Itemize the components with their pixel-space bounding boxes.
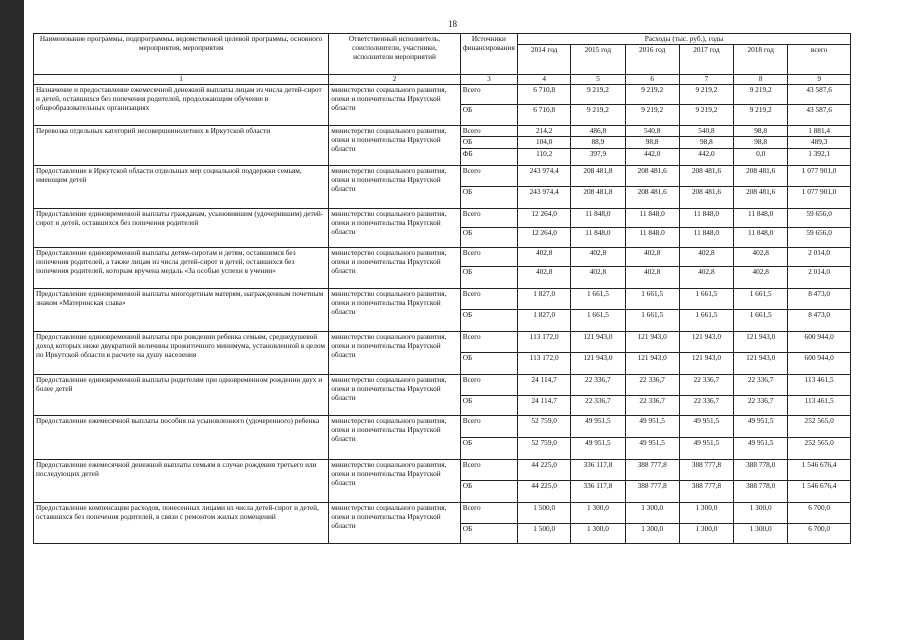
- row-value: 1 661,5: [734, 289, 788, 310]
- row-value: 600 944,0: [788, 332, 851, 353]
- row-value: 9 219,2: [734, 85, 788, 105]
- row-value: 24 114,7: [518, 375, 571, 396]
- row-executor: министерство социального развития, опеки и попечительства Иркутской области: [329, 503, 460, 544]
- row-value: 600 944,0: [788, 353, 851, 375]
- row-value: 43 587,6: [788, 85, 851, 105]
- table-row: [34, 416, 851, 438]
- row-value: 9 219,2: [679, 105, 733, 126]
- row-value: 1 661,5: [734, 310, 788, 332]
- row-value: 208 481,6: [734, 166, 788, 187]
- row-value: 1 881,4: [788, 126, 851, 137]
- header-year: 2017 год: [679, 45, 733, 75]
- row-source: Всего: [460, 503, 517, 524]
- row-value: 402,8: [518, 267, 571, 289]
- row-value: 1 077 901,0: [788, 187, 851, 209]
- header-year: 2018 год: [734, 45, 788, 75]
- row-value: 9 219,2: [625, 105, 679, 126]
- table-row: [34, 209, 851, 228]
- row-value: 1 661,5: [625, 310, 679, 332]
- row-value: 1 661,5: [679, 289, 733, 310]
- row-executor: министерство социального развития, опеки и попечительства Иркутской области: [329, 85, 460, 126]
- header-year: 2015 год: [571, 45, 625, 75]
- row-value: 44 225,0: [518, 481, 571, 503]
- row-value: 11 848,0: [679, 209, 733, 228]
- row-source: Всего: [460, 460, 517, 481]
- row-value: 402,8: [734, 248, 788, 267]
- row-value: 0,0: [734, 149, 788, 166]
- row-value: 121 943,0: [679, 353, 733, 375]
- row-value: 49 951,5: [679, 438, 733, 460]
- header-total: всего: [788, 45, 851, 75]
- row-value: 1 546 676,4: [788, 460, 851, 481]
- scan-edge-bar: [0, 0, 24, 640]
- row-value: 402,8: [679, 267, 733, 289]
- row-source: Всего: [460, 209, 517, 228]
- row-value: 22 336,7: [734, 375, 788, 396]
- table-body: [34, 85, 851, 544]
- row-source: ОБ: [460, 137, 517, 149]
- row-name: Предоставление единовременной выплаты родителям при одновременном рождении двух и более детей: [34, 375, 329, 416]
- row-executor: министерство социального развития, опеки и попечительства Иркутской области: [329, 375, 460, 416]
- row-source: Всего: [460, 248, 517, 267]
- row-value: 11 848,0: [571, 228, 625, 248]
- row-value: 1 827,0: [518, 310, 571, 332]
- row-value: 208 481,6: [625, 187, 679, 209]
- row-value: 208 481,8: [571, 187, 625, 209]
- row-value: 98,8: [625, 137, 679, 149]
- row-value: 486,8: [571, 126, 625, 137]
- table-row: [34, 166, 851, 187]
- program-expenses-table: [33, 33, 851, 544]
- row-executor: министерство социального развития, опеки и попечительства Иркутской области: [329, 289, 460, 332]
- row-value: 6 710,8: [518, 105, 571, 126]
- row-source: Всего: [460, 416, 517, 438]
- row-value: 98,8: [734, 137, 788, 149]
- row-value: 113 172,0: [518, 353, 571, 375]
- row-value: 388 778,0: [734, 460, 788, 481]
- header-expenses: Расходы (тыс. руб.), годы: [518, 34, 851, 45]
- row-source: Всего: [460, 126, 517, 137]
- row-value: 1 300,0: [625, 524, 679, 544]
- row-executor: министерство социального развития, опеки и попечительства Иркутской области: [329, 416, 460, 460]
- row-value: 2 014,0: [788, 267, 851, 289]
- row-value: 6 700,0: [788, 503, 851, 524]
- row-value: 402,8: [571, 267, 625, 289]
- row-value: 88,9: [571, 137, 625, 149]
- row-source: Всего: [460, 332, 517, 353]
- row-value: 1 546 676,4: [788, 481, 851, 503]
- row-value: 49 951,5: [571, 416, 625, 438]
- row-value: 104,0: [518, 137, 571, 149]
- row-value: 9 219,2: [734, 105, 788, 126]
- row-source: ФБ: [460, 149, 517, 166]
- table-header: [34, 34, 851, 85]
- column-number: 8: [734, 75, 788, 85]
- row-value: 8 473,0: [788, 289, 851, 310]
- column-number: 9: [788, 75, 851, 85]
- row-source: ОБ: [460, 105, 517, 126]
- header-sources: Источники финансирования: [460, 34, 517, 75]
- row-executor: министерство социального развития, опеки и попечительства Иркутской области: [329, 166, 460, 209]
- row-executor: министерство социального развития, опеки и попечительства Иркутской области: [329, 248, 460, 289]
- row-value: 22 336,7: [571, 396, 625, 416]
- row-value: 397,9: [571, 149, 625, 166]
- row-value: 540,8: [679, 126, 733, 137]
- row-value: 388 777,8: [679, 460, 733, 481]
- row-value: 1 300,0: [571, 524, 625, 544]
- row-value: 402,8: [625, 248, 679, 267]
- row-value: 59 656,0: [788, 209, 851, 228]
- table-row: [34, 375, 851, 396]
- row-value: 243 974,4: [518, 166, 571, 187]
- row-name: Предоставление в Иркутской области отдельных мер социальной поддержки семьям, имеющим детей: [34, 166, 329, 209]
- row-value: 24 114,7: [518, 396, 571, 416]
- row-value: 110,2: [518, 149, 571, 166]
- row-value: 98,8: [679, 137, 733, 149]
- row-value: 442,0: [625, 149, 679, 166]
- row-value: 336 117,8: [571, 481, 625, 503]
- row-value: 1 300,0: [679, 524, 733, 544]
- row-value: 9 219,2: [679, 85, 733, 105]
- row-value: 2 014,0: [788, 248, 851, 267]
- row-value: 208 481,6: [734, 187, 788, 209]
- header-name: Наименование программы, подпрограммы, ведомственной целевой программы, основного мероприятия, мероприятия: [34, 34, 329, 75]
- row-name: Назначение и предоставление ежемесячной денежной выплаты лицам из числа детей-сирот и детей, оставшихся без попечения родителей, продолжающим обучение в общеобразовательных организациях: [34, 85, 329, 126]
- table-row: [34, 332, 851, 353]
- row-value: 113 461,5: [788, 375, 851, 396]
- row-value: 214,2: [518, 126, 571, 137]
- row-value: 12 264,0: [518, 209, 571, 228]
- row-name: Предоставление единовременной выплаты при рождении ребенка семьям, среднедушевой доход которых ниже двукратной величины прожиточного минимума, установленной в целом по Иркутской области в расчете на душу населения: [34, 332, 329, 375]
- row-value: 49 951,5: [571, 438, 625, 460]
- row-value: 1 077 901,0: [788, 166, 851, 187]
- row-source: ОБ: [460, 267, 517, 289]
- column-number: 7: [679, 75, 733, 85]
- row-source: ОБ: [460, 353, 517, 375]
- row-value: 121 943,0: [734, 332, 788, 353]
- row-source: ОБ: [460, 438, 517, 460]
- row-value: 121 943,0: [571, 353, 625, 375]
- row-source: Всего: [460, 289, 517, 310]
- row-value: 11 848,0: [734, 228, 788, 248]
- row-name: Предоставление единовременной выплаты детям-сиротам и детям, оставшимся без попечения родителей, а также лицам из числа детей-сирот и детей, оставшихся без попечения родителей, которым вручена медаль «За особые успехи в учении»: [34, 248, 329, 289]
- row-value: 121 943,0: [625, 353, 679, 375]
- row-value: 1 300,0: [571, 503, 625, 524]
- header-year: 2016 год: [625, 45, 679, 75]
- row-source: ОБ: [460, 524, 517, 544]
- row-value: 388 777,8: [679, 481, 733, 503]
- row-value: 6 700,0: [788, 524, 851, 544]
- row-executor: министерство социального развития, опеки и попечительства Иркутской области: [329, 460, 460, 503]
- row-name: Предоставление компенсации расходов, понесенных лицами из числа детей-сирот и детей, оставшихся без попечения родителей, в связи с ремонтом жилых помещений: [34, 503, 329, 544]
- row-value: 49 951,5: [679, 416, 733, 438]
- row-value: 402,8: [518, 248, 571, 267]
- row-value: 402,8: [571, 248, 625, 267]
- row-value: 1 661,5: [571, 289, 625, 310]
- row-source: ОБ: [460, 187, 517, 209]
- row-value: 1 661,5: [571, 310, 625, 332]
- row-name: Предоставление единовременной выплаты многодетным матерям, награжденным почетным знаком «Материнская слава»: [34, 289, 329, 332]
- row-value: 388 778,0: [734, 481, 788, 503]
- row-value: 9 219,2: [571, 105, 625, 126]
- row-value: 43 587,6: [788, 105, 851, 126]
- row-source: Всего: [460, 85, 517, 105]
- table-row: [34, 460, 851, 481]
- row-value: 9 219,2: [571, 85, 625, 105]
- row-value: 59 656,0: [788, 228, 851, 248]
- row-value: 8 473,0: [788, 310, 851, 332]
- row-value: 402,8: [625, 267, 679, 289]
- row-source: ОБ: [460, 396, 517, 416]
- row-value: 1 300,0: [625, 503, 679, 524]
- row-value: 49 951,5: [734, 416, 788, 438]
- row-source: ОБ: [460, 481, 517, 503]
- row-value: 22 336,7: [625, 375, 679, 396]
- row-value: 11 848,0: [625, 209, 679, 228]
- row-value: 1 500,0: [518, 503, 571, 524]
- page-number: 18: [448, 19, 457, 29]
- column-number: 3: [460, 75, 517, 85]
- row-source: Всего: [460, 166, 517, 187]
- row-source: ОБ: [460, 228, 517, 248]
- row-executor: министерство социального развития, опеки и попечительства Иркутской области: [329, 209, 460, 248]
- row-value: 489,3: [788, 137, 851, 149]
- column-number: 2: [329, 75, 460, 85]
- table-row: [34, 503, 851, 524]
- row-value: 121 943,0: [571, 332, 625, 353]
- row-value: 1 300,0: [679, 503, 733, 524]
- header-executor: Ответственный исполнитель, соисполнители, участники, исполнители мероприятий: [329, 34, 460, 75]
- row-value: 442,0: [679, 149, 733, 166]
- row-value: 12 264,0: [518, 228, 571, 248]
- column-number: 4: [518, 75, 571, 85]
- row-value: 98,8: [734, 126, 788, 137]
- row-value: 11 848,0: [571, 209, 625, 228]
- row-value: 1 661,5: [679, 310, 733, 332]
- row-value: 208 481,6: [679, 166, 733, 187]
- row-value: 121 943,0: [625, 332, 679, 353]
- row-value: 388 777,8: [625, 481, 679, 503]
- row-value: 208 481,6: [679, 187, 733, 209]
- row-value: 540,8: [625, 126, 679, 137]
- row-value: 1 300,0: [734, 524, 788, 544]
- row-value: 252 565,0: [788, 416, 851, 438]
- row-value: 402,8: [679, 248, 733, 267]
- row-executor: министерство социального развития, опеки и попечительства Иркутской области: [329, 126, 460, 166]
- row-value: 402,8: [734, 267, 788, 289]
- row-value: 11 848,0: [679, 228, 733, 248]
- row-name: Перевозка отдельных категорий несовершеннолетних в Иркутской области: [34, 126, 329, 166]
- row-value: 121 943,0: [734, 353, 788, 375]
- row-value: 208 481,8: [571, 166, 625, 187]
- column-number-row: [34, 75, 851, 85]
- row-executor: министерство социального развития, опеки и попечительства Иркутской области: [329, 332, 460, 375]
- row-value: 22 336,7: [679, 396, 733, 416]
- row-value: 22 336,7: [679, 375, 733, 396]
- row-source: Всего: [460, 375, 517, 396]
- table-row: [34, 85, 851, 105]
- table-row: [34, 248, 851, 267]
- row-name: Предоставление ежемесячной денежной выплаты семьям в случае рождения третьего или последующих детей: [34, 460, 329, 503]
- row-value: 336 117,8: [571, 460, 625, 481]
- row-value: 208 481,6: [625, 166, 679, 187]
- table-row: [34, 126, 851, 137]
- row-value: 388 777,8: [625, 460, 679, 481]
- row-value: 1 827,0: [518, 289, 571, 310]
- row-name: Предоставление единовременной выплаты гражданам, усыновившим (удочерившим) детей-сирот и детей, оставшихся без попечения родителей: [34, 209, 329, 248]
- row-value: 22 336,7: [571, 375, 625, 396]
- row-value: 22 336,7: [625, 396, 679, 416]
- row-value: 9 219,2: [625, 85, 679, 105]
- row-value: 49 951,5: [625, 438, 679, 460]
- header-year: 2014 год: [518, 45, 571, 75]
- row-value: 113 172,0: [518, 332, 571, 353]
- table-row: [34, 289, 851, 310]
- row-value: 113 461,5: [788, 396, 851, 416]
- row-value: 1 661,5: [625, 289, 679, 310]
- row-value: 1 300,0: [734, 503, 788, 524]
- row-value: 11 848,0: [625, 228, 679, 248]
- row-value: 49 951,5: [734, 438, 788, 460]
- row-value: 243 974,4: [518, 187, 571, 209]
- row-value: 1 500,0: [518, 524, 571, 544]
- row-value: 121 943,0: [679, 332, 733, 353]
- column-number: 6: [625, 75, 679, 85]
- row-value: 22 336,7: [734, 396, 788, 416]
- column-number: 1: [34, 75, 329, 85]
- row-value: 6 710,8: [518, 85, 571, 105]
- row-value: 49 951,5: [625, 416, 679, 438]
- row-value: 11 848,0: [734, 209, 788, 228]
- row-value: 44 225,0: [518, 460, 571, 481]
- row-value: 52 759,0: [518, 438, 571, 460]
- row-value: 1 392,1: [788, 149, 851, 166]
- row-value: 52 759,0: [518, 416, 571, 438]
- row-value: 252 565,0: [788, 438, 851, 460]
- row-name: Предоставление ежемесячной выплаты пособия на усыновленного (удочеренного) ребенка: [34, 416, 329, 460]
- column-number: 5: [571, 75, 625, 85]
- row-source: ОБ: [460, 310, 517, 332]
